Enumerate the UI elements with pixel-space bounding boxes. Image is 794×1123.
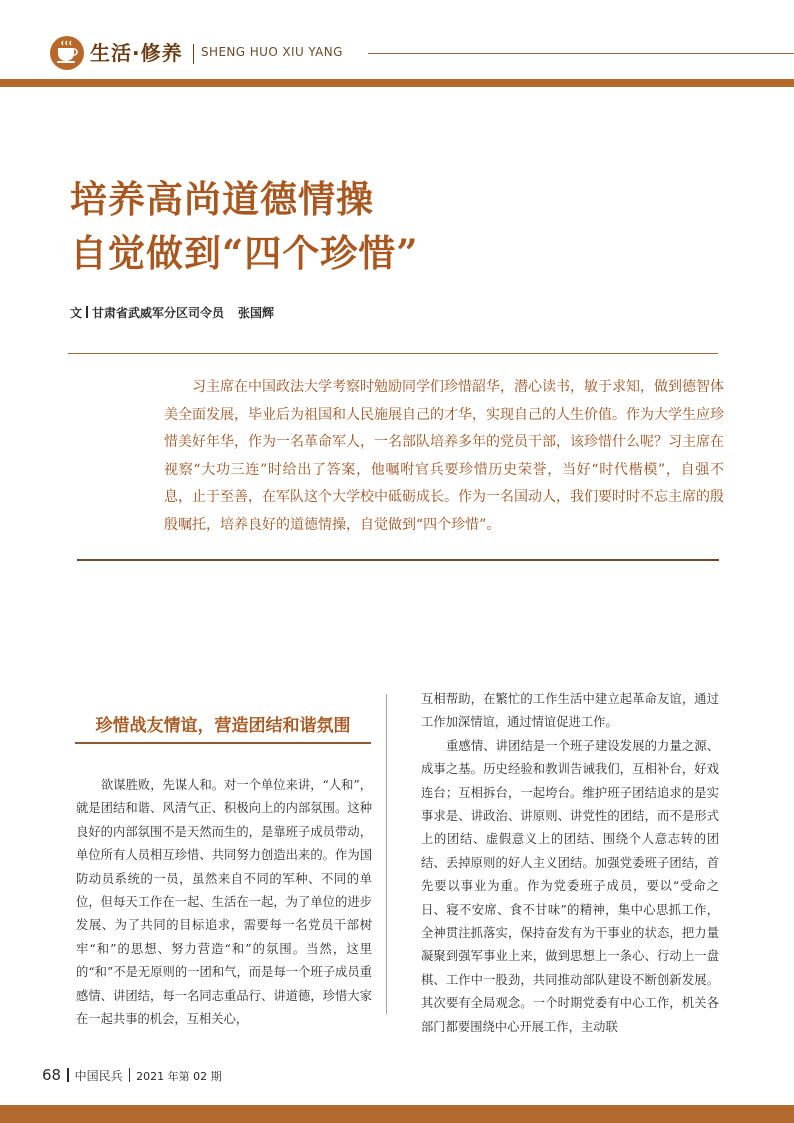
footer-separator [129,1068,131,1082]
column-divider [386,694,387,1014]
coffee-cup-icon [50,36,84,70]
abstract-bottom-rule [77,559,719,561]
body-paragraph-continuation: 互相帮助，在繁忙的工作生活中建立起革命友谊，通过工作加深情谊，通过情谊促进工作。 [421,692,719,730]
header-separator [193,44,194,64]
article-title [70,172,419,280]
header-band [0,79,794,87]
footer [42,1065,222,1084]
right-column [421,688,719,1039]
byline-separator [86,306,88,318]
body-paragraph: 欲谋胜败，先谋人和。对一个单位来讲，“人和”，就是团结和谐、风清气正、积极向上的内部氛围。这种良好的内部氛围不是天然而生的，是靠班子成员带动，单位所有人员相互珍惜、共同努力创造出来的。作为国防动员系统的一员，虽然来自不同的军种、不同的单位，但每天工作在一起、生活在一起，为了单位的进步发展、为了共同的目标追求，需要每一名党员干部树牢“和”的思想、努力营造“和”的氛围。当然，这里的“和”不是无原则的一团和气，而是每一个班子成员重感情、讲团结，每一名同志重品行、讲道德，珍惜大家在一起共事的机会，互相关心， [76,778,372,1027]
title-line-2: 自觉做到“四个珍惜” [70,231,419,275]
header-rule [368,53,794,54]
byline [70,304,274,321]
issue-label: 2021 年第 02 期 [136,1070,222,1083]
title-line-1: 培养高尚道德情操 [70,177,374,221]
left-column [76,774,372,1031]
page-number: 68 [42,1066,62,1084]
section-subtitle: SHENG HUO XIU YANG [201,45,343,59]
section-title: 生活·修养 [90,41,183,65]
footer-band [0,1105,794,1123]
section-heading-rule [75,742,371,744]
byline-org: 甘肃省武威军分区司令员 [92,306,225,320]
section-heading: 珍惜战友情谊，营造团结和谐氛围 [95,716,351,736]
magazine-name: 中国民兵 [74,1069,123,1083]
footer-separator [67,1068,69,1082]
body-paragraph: 重感情、讲团结是一个班子建设发展的力量之源、成事之基。历史经验和教训告诫我们，互相补台，好戏连台；互相拆台，一起垮台。维护班子团结追求的是实事求是、讲政治、讲原则、讲党性的团结，而不是形式上的团结、虚假意义上的团结、围绕个人意志转的团结、丢掉原则的好人主义团结。加强党委班子团结，首先要以事业为重。作为党委班子成员，要以“受命之日、寝不安席、食不甘味”的精神，集中心思抓工作，全神贯注抓落实，保持奋发有为干事业的状态，把力量凝聚到强军事业上来，做到思想上一条心、行动上一盘棋、工作中一股劲，共同推动部队建设不断创新发展。其次要有全局观念。一个时期党委有中心工作，机关各部门都要围绕中心开展工作，主动联 [421,738,719,1034]
byline-name: 张国辉 [238,306,275,320]
abstract: 习主席在中国政法大学考察时勉励同学们珍惜韶华，潜心读书，敏于求知，做到德智体美全面发展，毕业后为祖国和人民施展自己的才华，实现自己的人生价值。作为大学生应珍惜美好年华，作为一名革命军人，一名部队培养多年的党员干部，该珍惜什么呢？习主席在视察“大功三连”时给出了答案，他嘱咐官兵要珍惜历史荣誉，当好“时代楷模”，自强不息，止于至善，在军队这个大学校中砥砺成长。作为一名国动人，我们要时时不忘主席的殷殷嘱托，培养良好的道德情操，自觉做到“四个珍惜”。 [164,379,724,533]
byline-prefix: 文 [70,306,83,320]
abstract-top-rule [68,353,718,354]
